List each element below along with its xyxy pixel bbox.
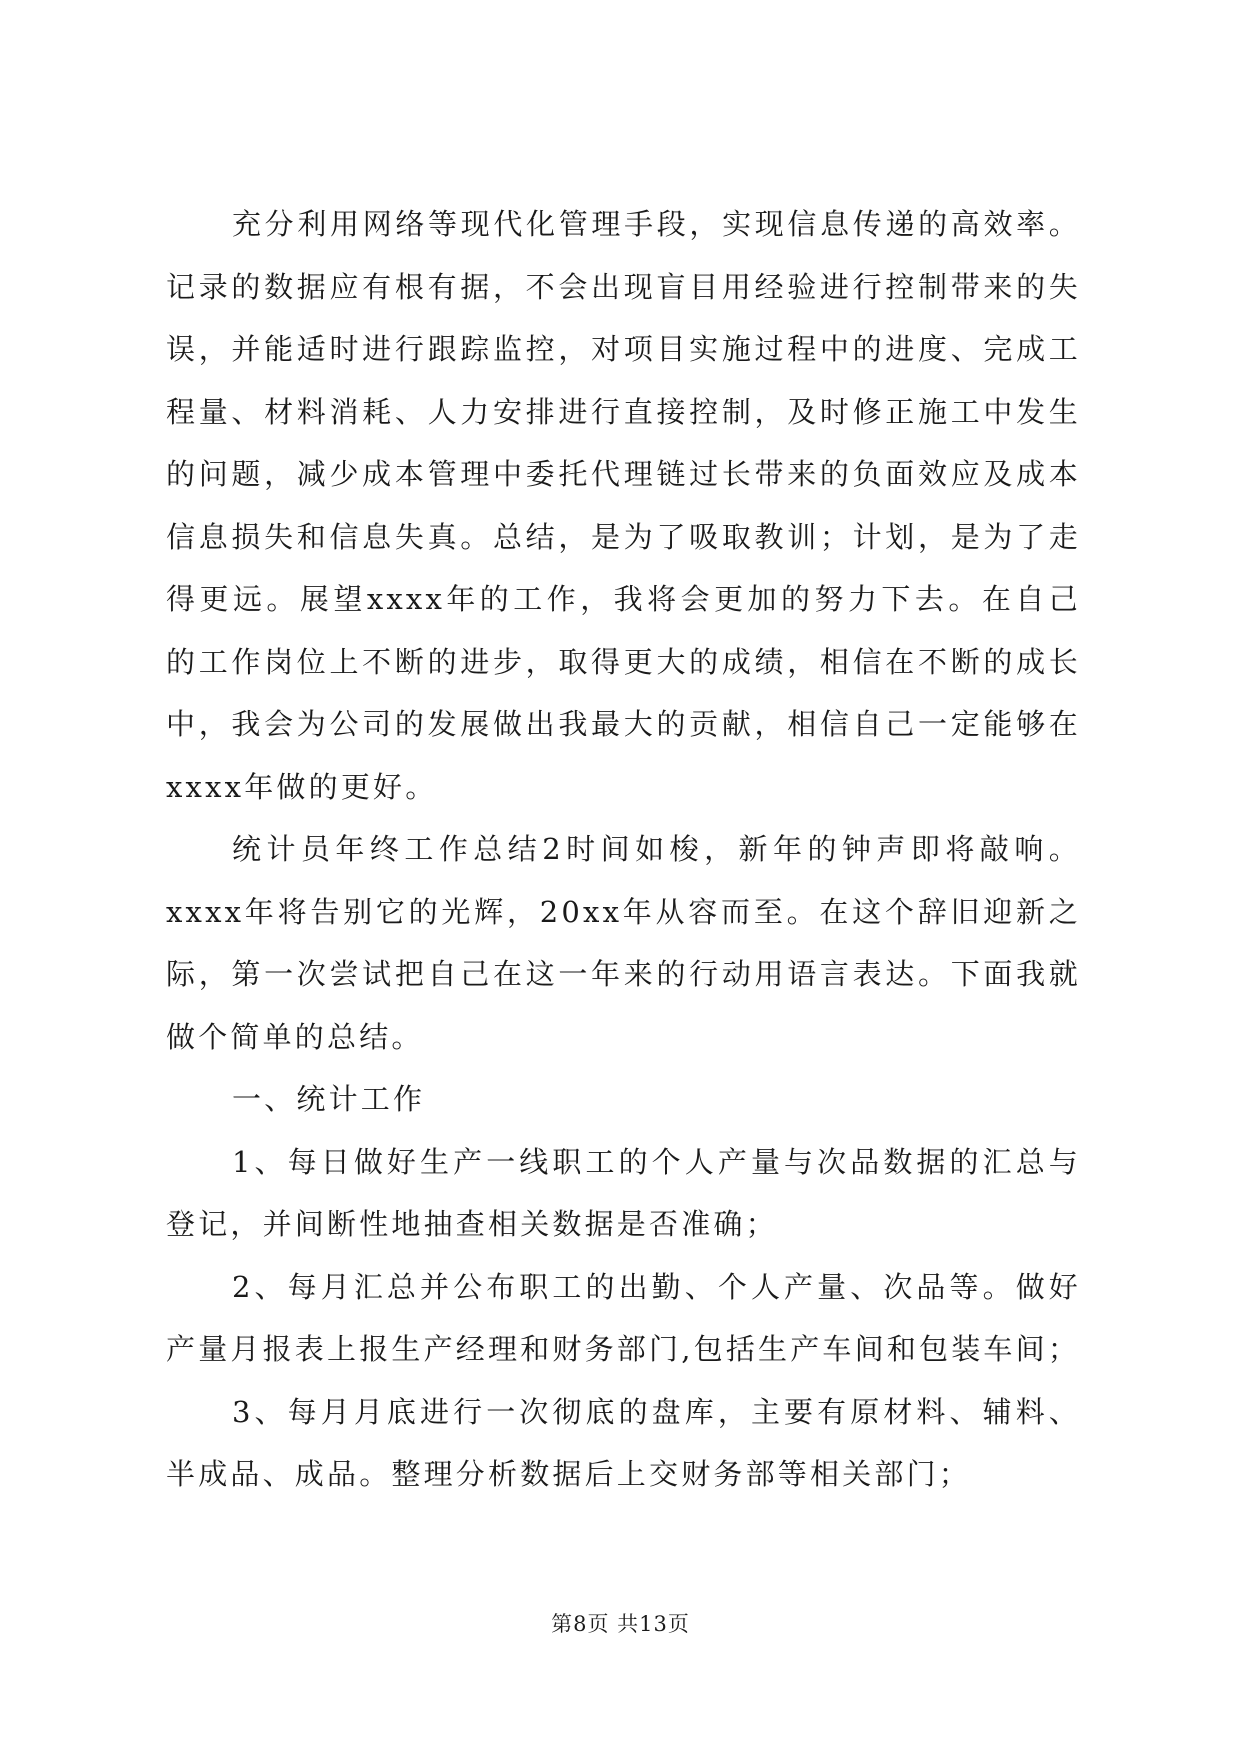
page-number-footer: 第8页 共13页 xyxy=(551,1612,690,1636)
list-item-monthly-report: 2、每月汇总并公布职工的出勤、个人产量、次品等。做好产量月报表上报生产经理和财务部门,包括生产车间和包装车间； xyxy=(166,1269,1081,1366)
list-item-daily-output: 1、每日做好生产一线职工的个人产量与次品数据的汇总与登记，并间断性地抽查相关数据是否准确； xyxy=(166,1144,1081,1241)
list-item-monthly-inventory: 3、每月月底进行一次彻底的盘库，主要有原材料、辅料、半成品、成品。整理分析数据后上交财务部等相关部门； xyxy=(166,1394,1081,1491)
paragraph-summary-intro: 统计员年终工作总结2时间如梭，新年的钟声即将敲响。xxxx年将告别它的光辉，20xx年从容而至。在这个辞旧迎新之际，第一次尝试把自己在这一年来的行动用语言表达。下面我就做个简单的总结。 xyxy=(166,832,1081,1054)
paragraph-cost-management: 充分利用网络等现代化管理手段，实现信息传递的高效率。记录的数据应有根有据，不会出现盲目用经验进行控制带来的失误，并能适时进行跟踪监控，对项目实施过程中的进度、完成工程量、材料消耗、人力安排进行直接控制，及时修正施工中发生的问题，减少成本管理中委托代理链过长带来的负面效应及成本信息损失和信息失真。总结，是为了吸取教训；计划，是为了走得更远。展望xxxx年的工作，我将会更加的努力下去。在自己的工作岗位上不断的进步，取得更大的成绩，相信在不断的成长中，我会为公司的发展做出我最大的贡献，相信自己一定能够在xxxx年做的更好。 xyxy=(166,207,1081,804)
document-body xyxy=(166,193,1081,1506)
section-heading-statistics-work: 一、统计工作 xyxy=(232,1082,426,1116)
